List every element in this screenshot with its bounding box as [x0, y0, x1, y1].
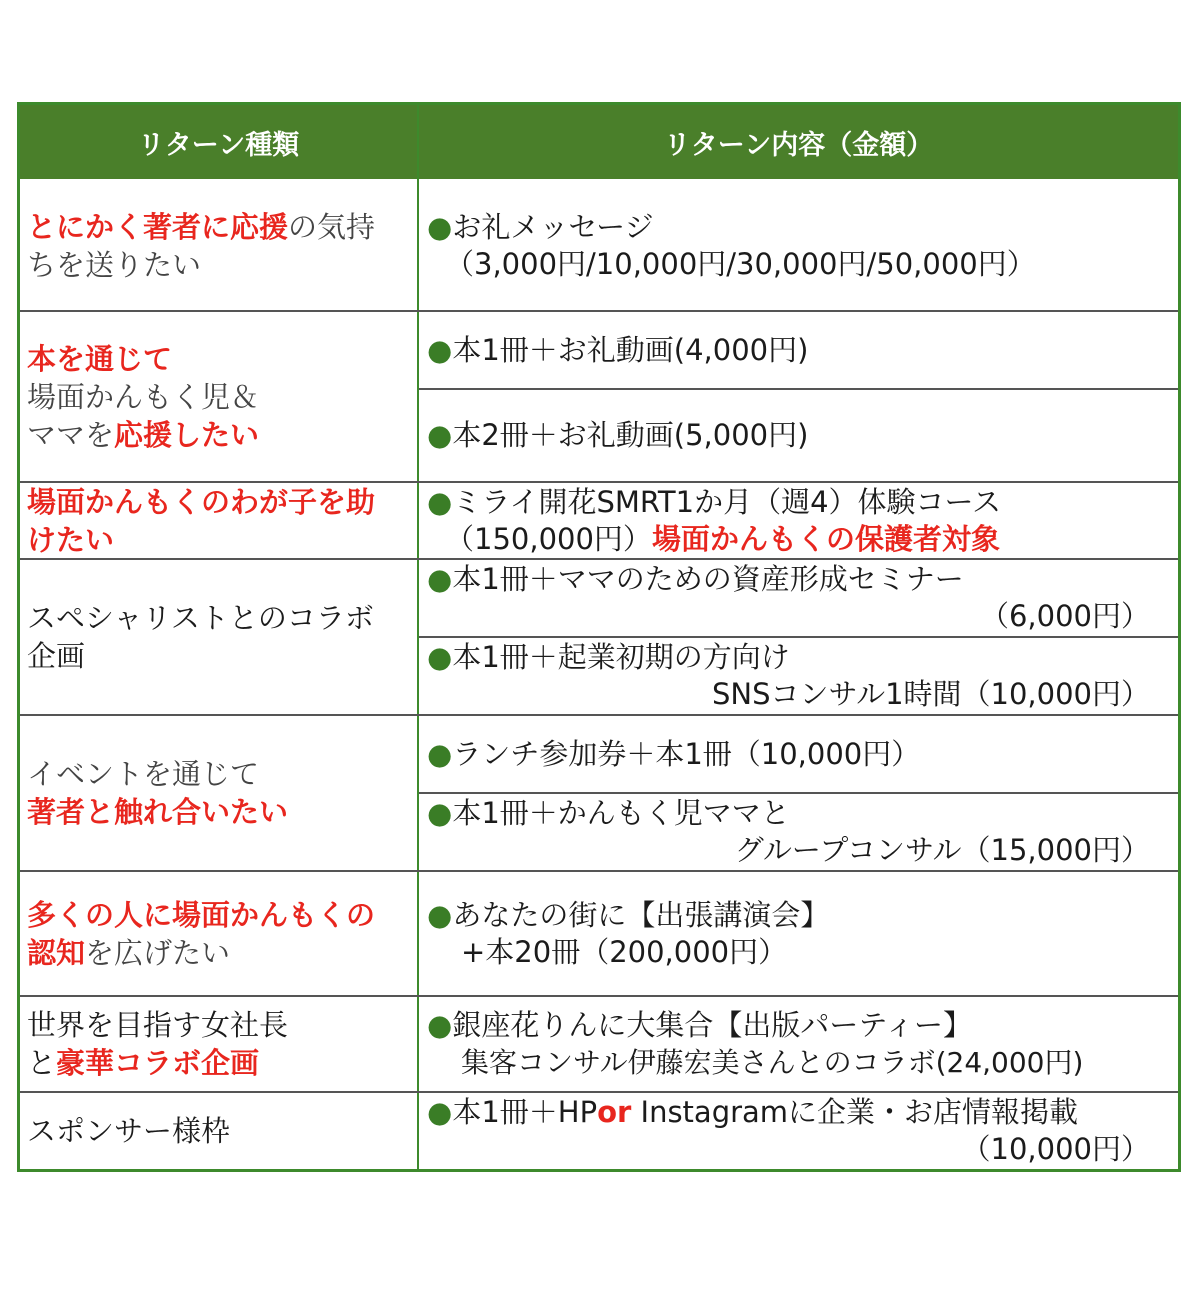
return-content-cell — [427, 390, 1172, 481]
return-price-text: （6,000円） — [979, 599, 1150, 633]
return-type-text: 世界を目指す女社長 — [27, 1008, 289, 1042]
return-type-cell — [27, 560, 412, 714]
return-price-text: （3,000円/10,000円/30,000円/50,000円） — [445, 246, 1036, 281]
return-type-cell — [27, 997, 412, 1091]
return-price-text: グループコンサル（15,000円） — [734, 833, 1150, 867]
return-content-cell — [427, 872, 1172, 995]
return-item-text: あなたの街に【出張講演会】 — [452, 897, 830, 932]
return-type-cell — [27, 716, 412, 870]
return-item-text: 銀座花りんに大集合【出版パーティー】 — [452, 1008, 972, 1042]
return-price-text: 集客コンサル伊藤宏美さんとのコラボ(24,000円) — [461, 1046, 1084, 1079]
bullet-icon: ● — [427, 562, 453, 596]
return-content-cell — [427, 638, 1172, 714]
return-content-cell — [427, 181, 1172, 310]
bullet-icon: ● — [427, 897, 453, 932]
return-type-text: イベントを通じて — [27, 757, 260, 791]
bullet-icon: ● — [427, 209, 453, 244]
header-return-content: リターン内容（金額） — [419, 105, 1178, 179]
bullet-icon: ● — [427, 484, 453, 519]
return-type-cell — [27, 483, 412, 558]
return-type-cell — [27, 872, 412, 995]
bullet-icon: ● — [427, 736, 453, 771]
return-item-text: お礼メッセージ — [452, 209, 654, 244]
return-item-text: 本1冊＋HP — [452, 1095, 598, 1129]
return-item-emphasis: or — [597, 1095, 632, 1129]
return-content-cell — [427, 997, 1172, 1091]
return-item-text: 本1冊＋起業初期の方向け — [452, 640, 790, 674]
header-return-type: リターン種類 — [20, 105, 417, 179]
return-price-text: （10,000円） — [961, 1132, 1150, 1166]
return-type-emphasis: 応援したい — [114, 417, 260, 452]
bullet-icon: ● — [427, 418, 453, 452]
return-type-emphasis: けたい — [27, 522, 115, 557]
return-type-text: ママを — [27, 417, 115, 452]
return-type-emphasis: 多くの人に場面かんもくの — [27, 897, 376, 932]
return-type-cell — [27, 1093, 412, 1169]
bullet-icon: ● — [427, 1095, 453, 1129]
return-type-text: スポンサー様枠 — [27, 1114, 231, 1148]
return-price-text: （150,000円） — [445, 521, 652, 556]
return-item-text: ランチ参加券＋本1冊（10,000円） — [452, 736, 921, 771]
return-type-text: と — [27, 1046, 57, 1080]
bullet-icon: ● — [427, 1008, 453, 1042]
return-item-text: 本1冊＋かんもく児ママと — [452, 796, 790, 830]
return-content-cell — [427, 794, 1172, 870]
return-content-cell — [427, 312, 1172, 388]
return-type-text: の気持 — [288, 209, 376, 244]
return-price-text: +本20冊（200,000円） — [461, 934, 788, 969]
return-type-text: スペシャリストとのコラボ — [27, 601, 374, 635]
return-item-text: 本1冊＋ママのための資産形成セミナー — [452, 562, 964, 596]
return-type-emphasis: 豪華コラボ企画 — [56, 1046, 260, 1080]
bullet-icon: ● — [427, 796, 453, 830]
return-type-cell — [27, 181, 412, 310]
bullet-icon: ● — [427, 332, 453, 367]
returns-table — [17, 102, 1181, 1172]
return-price-text: SNSコンサル1時間（10,000円） — [712, 677, 1150, 711]
return-type-text: ちを送りたい — [27, 247, 202, 282]
return-item-text: 本2冊＋お礼動画(5,000円) — [452, 418, 809, 452]
return-type-emphasis: 認知 — [27, 935, 86, 970]
return-item-text: 本1冊＋お礼動画(4,000円) — [452, 332, 809, 367]
return-type-emphasis: 場面かんもくのわが子を助 — [27, 484, 376, 519]
return-type-emphasis: とにかく著者に応援 — [27, 209, 289, 244]
return-note-emphasis: 場面かんもくの保護者対象 — [651, 521, 1000, 556]
return-type-text: を広げたい — [85, 935, 231, 970]
return-type-emphasis: 本を通じて — [27, 341, 173, 376]
return-type-text: 場面かんもく児＆ — [27, 379, 260, 414]
return-content-cell — [427, 483, 1172, 558]
return-item-text: ミライ開花SMRT1か月（週4）体験コース — [452, 484, 1002, 519]
return-type-cell — [27, 312, 412, 481]
return-content-cell — [427, 560, 1172, 636]
return-content-cell — [427, 1093, 1172, 1169]
return-type-text: 企画 — [27, 639, 86, 673]
bullet-icon: ● — [427, 640, 453, 674]
return-item-text: Instagramに企業・お店情報掲載 — [631, 1095, 1079, 1129]
return-type-emphasis: 著者と触れ合いたい — [27, 795, 289, 829]
return-content-cell — [427, 716, 1172, 792]
